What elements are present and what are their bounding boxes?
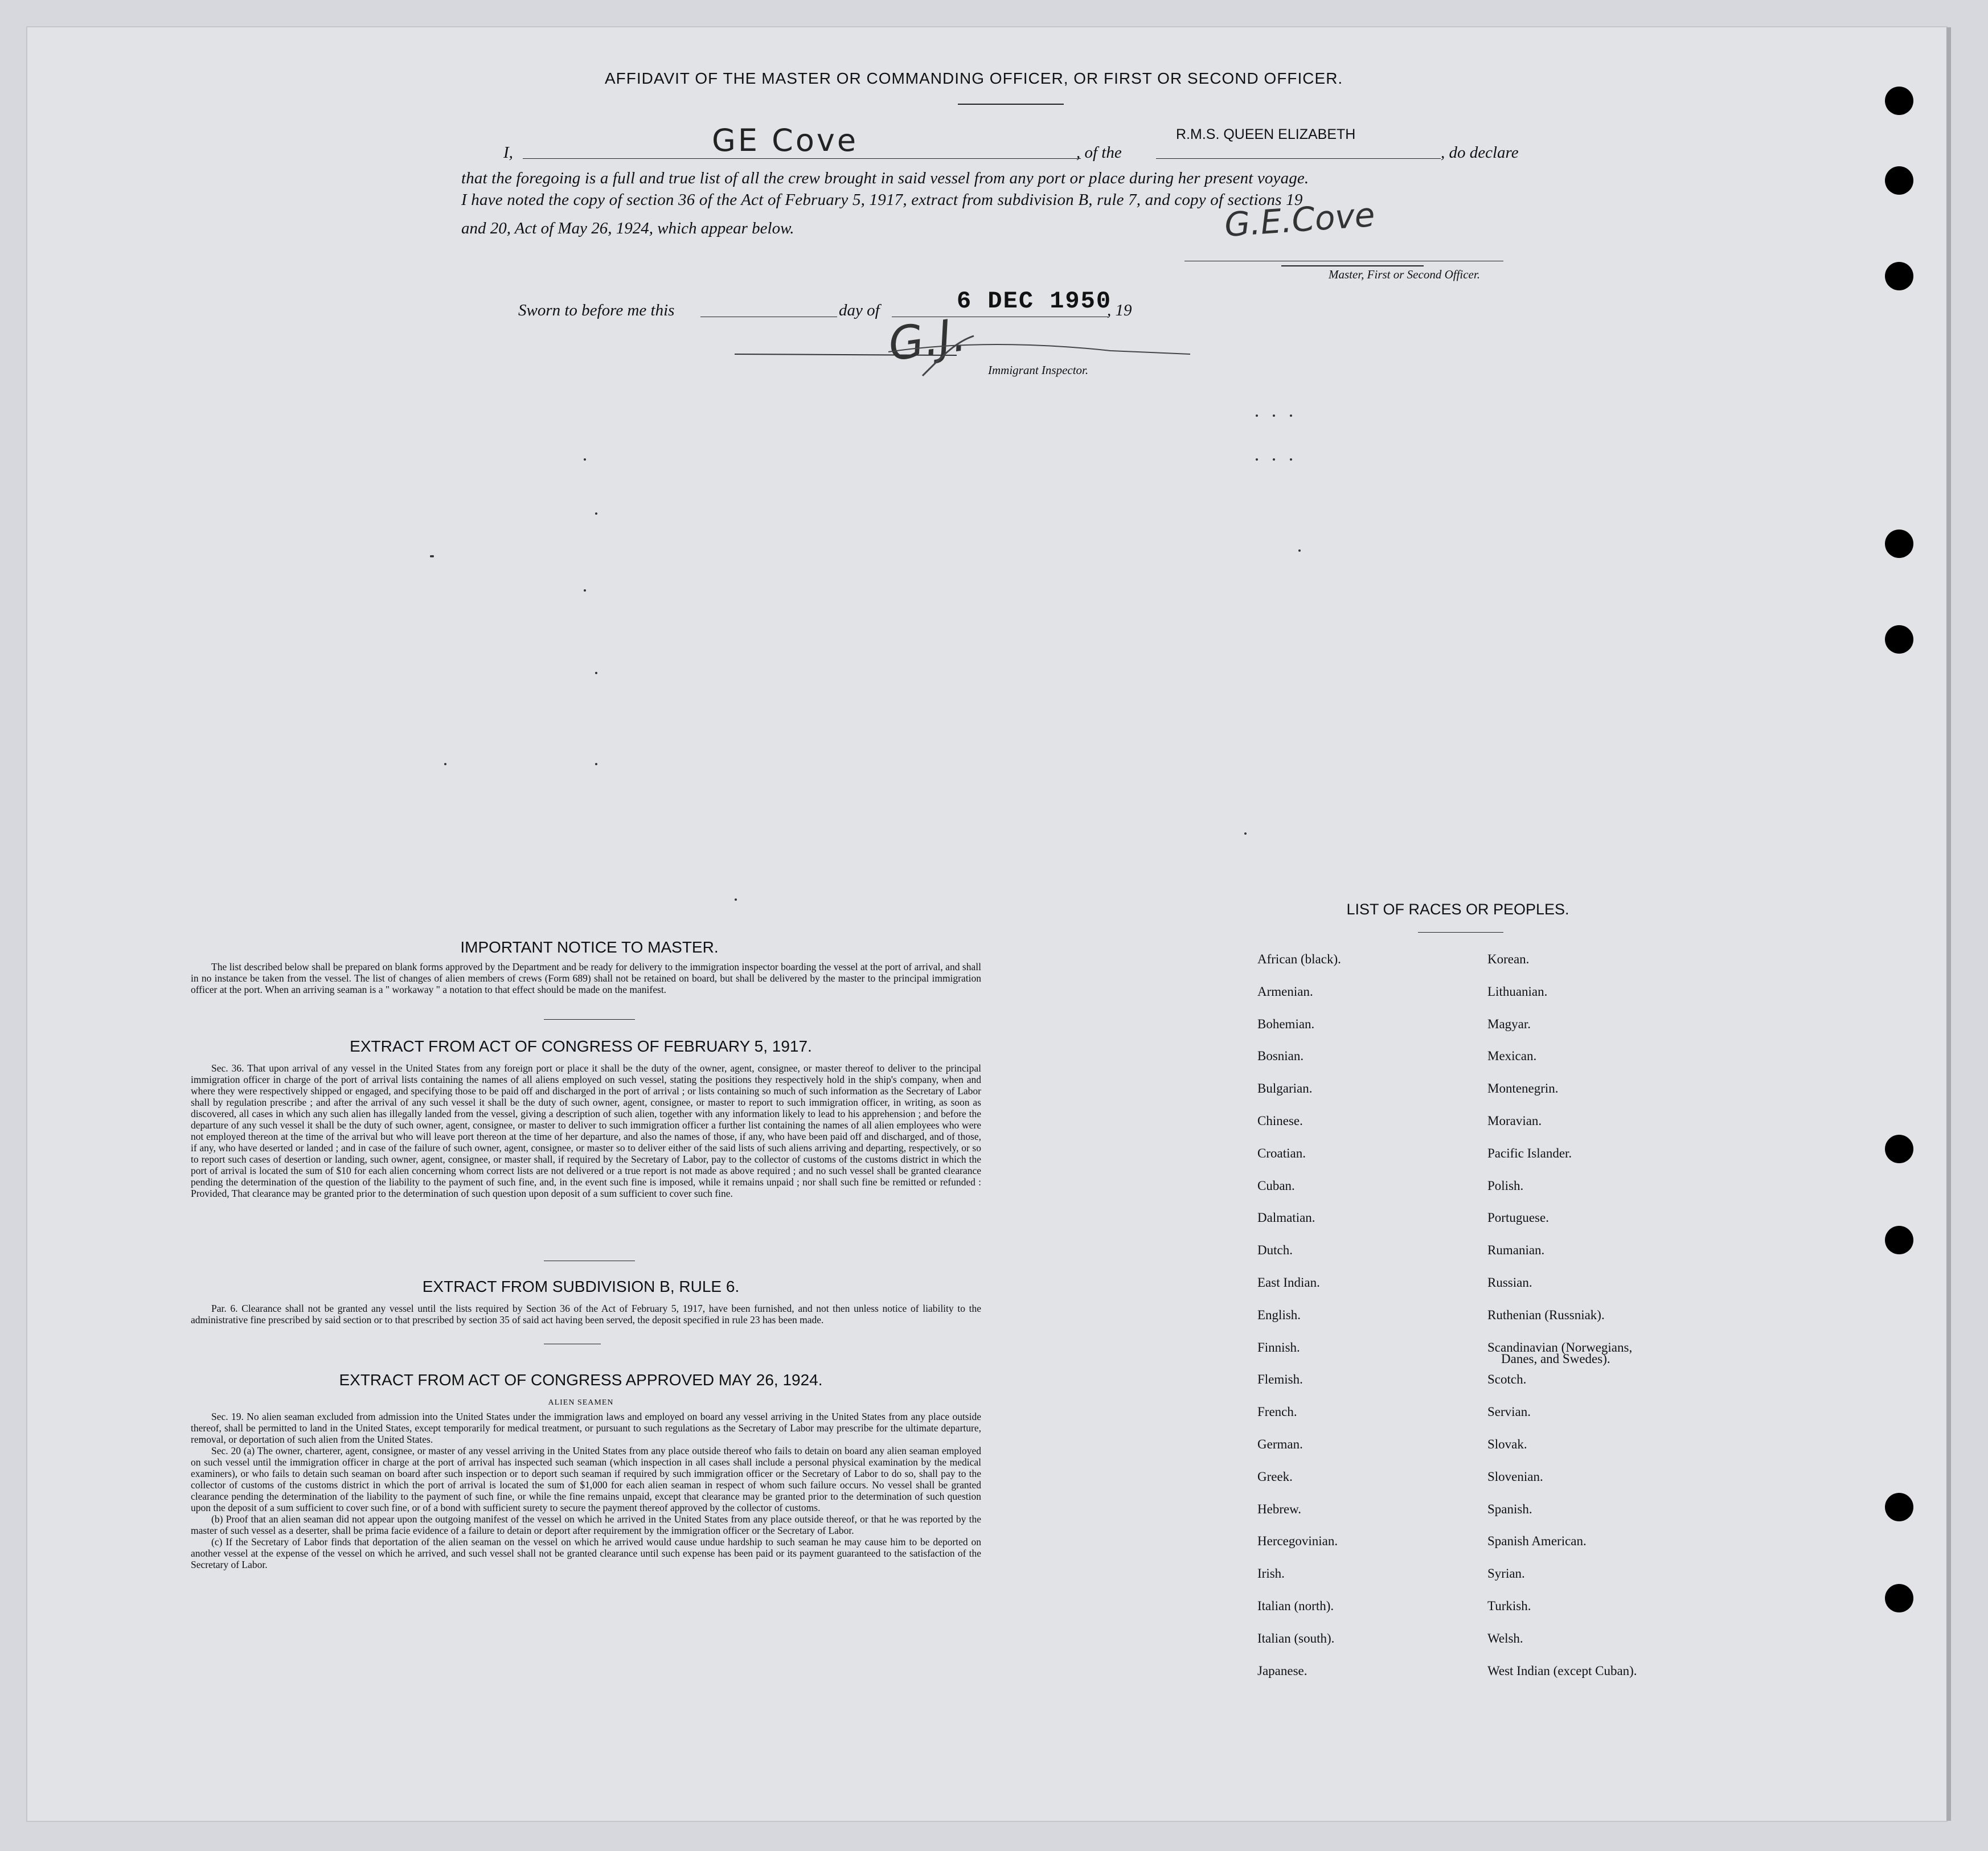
race-item: Russian. [1487, 1275, 1532, 1290]
scan-mark [444, 763, 446, 765]
race-item: Finnish. [1257, 1340, 1300, 1355]
extract-1917-title: EXTRACT FROM ACT OF CONGRESS OF FEBRUARY 5, 1917. [350, 1037, 812, 1055]
race-item: Syrian. [1487, 1566, 1525, 1581]
binder-hole [1885, 1226, 1913, 1254]
race-item: Lithuanian. [1487, 984, 1548, 999]
sworn-year: , 19 [1107, 301, 1132, 319]
race-item: Spanish. [1487, 1502, 1532, 1516]
race-item: Welsh. [1487, 1631, 1523, 1645]
sworn-day-of: day of [839, 301, 880, 319]
race-item: Rumanian. [1487, 1243, 1545, 1257]
race-item: Korean. [1487, 952, 1530, 966]
name-blank [523, 158, 1081, 159]
race-item: Scotch. [1487, 1372, 1527, 1386]
binder-hole [1885, 625, 1913, 654]
scan-mark [584, 589, 586, 592]
race-item: Portuguese. [1487, 1210, 1549, 1225]
decl-line-2: that the foregoing is a full and true list of all the crew brought in said vessel from any port or place during her present voyage. [461, 169, 1309, 187]
race-item: Polish. [1487, 1179, 1524, 1193]
race-item: Slovak. [1487, 1437, 1527, 1451]
race-item: African (black). [1257, 952, 1341, 966]
race-item: Armenian. [1257, 984, 1313, 999]
inspector-signature-flourish [718, 319, 1196, 387]
race-item: Greek. [1257, 1470, 1293, 1484]
extract-1924-title: EXTRACT FROM ACT OF CONGRESS APPROVED MAY 26, 1924. [339, 1371, 823, 1389]
subdivision-title: EXTRACT FROM SUBDIVISION B, RULE 6. [422, 1278, 740, 1295]
race-item: Irish. [1257, 1566, 1285, 1581]
binder-hole [1885, 87, 1913, 115]
race-item: Turkish. [1487, 1599, 1531, 1613]
extract-1924-text [191, 1411, 981, 1570]
race-item: Bohemian. [1257, 1017, 1315, 1031]
vessel-name: R.M.S. QUEEN ELIZABETH [1176, 126, 1356, 142]
binder-hole [1885, 1135, 1913, 1163]
scan-mark [595, 763, 597, 765]
race-item: Chinese. [1257, 1114, 1303, 1128]
race-item: Spanish American. [1487, 1534, 1587, 1548]
races-title: LIST OF RACES OR PEOPLES. [1346, 901, 1569, 918]
decl-do-declare: , do declare [1441, 143, 1519, 162]
scan-mark [1290, 458, 1292, 461]
race-item: Hercegovinian. [1257, 1534, 1338, 1548]
scan-mark [1256, 414, 1258, 417]
master-signature: G.E.Cove [1223, 195, 1376, 245]
scan-mark [1256, 458, 1258, 461]
page-edge [1946, 27, 1951, 1821]
scan-mark [1244, 832, 1247, 835]
race-item: Bosnian. [1257, 1049, 1304, 1063]
divider [544, 1019, 635, 1020]
scan-mark [1273, 414, 1275, 417]
section-20c-paragraph: (c) If the Secretary of Labor finds that deportation of the alien seaman on the vessel on which he arrived would cause undue hardship to such seaman he may cause him to be deported on another vessel at the expense of the vessel on which he arrived, and such vessel shall not be granted clearance until such expense has been paid or its payment guaranteed to the satisfaction of the Secretary of Labor. [191, 1536, 981, 1570]
signature-line-bold [1281, 265, 1424, 266]
notice-text [191, 961, 981, 995]
sworn-label: Sworn to before me this [518, 301, 675, 319]
subdivision-text [191, 1303, 981, 1325]
race-item: Moravian. [1487, 1114, 1542, 1128]
decl-line-3: I have noted the copy of section 36 of the Act of February 5, 1917, extract from subdivision B, rule 7, and copy of sections 19 [461, 191, 1303, 209]
decl-i: I, [503, 143, 513, 162]
binder-hole [1885, 1584, 1913, 1612]
scan-mark [432, 555, 434, 557]
race-item: German. [1257, 1437, 1303, 1451]
vessel-blank [1156, 158, 1441, 159]
race-item: Italian (south). [1257, 1631, 1335, 1645]
decl-line-4: and 20, Act of May 26, 1924, which appear below. [461, 219, 794, 237]
race-item: English. [1257, 1308, 1301, 1322]
alien-seamen-subtitle: ALIEN SEAMEN [548, 1398, 614, 1407]
inspector-signature: G.J. [885, 307, 970, 372]
race-item: Cuban. [1257, 1179, 1295, 1193]
affidavit-title: AFFIDAVIT OF THE MASTER OR COMMANDING OFFICER, OR FIRST OR SECOND OFFICER. [605, 69, 1343, 87]
date-stamp: 6 DEC 1950 [957, 288, 1112, 315]
scan-mark [1273, 458, 1275, 461]
race-item: Servian. [1487, 1405, 1531, 1419]
section-20a-paragraph: Sec. 20 (a) The owner, charterer, agent, consignee, or master of any vessel arriving in the United States from any place outside thereof who fails to detain on board any alien seaman employed on such vessel until the immigration officer in charge at the port of arrival has inspected such seaman (which inspection in all cases shall include a personal physical examination by the medical examiners), or who fails to detain such seaman on board after such inspection or to deport such seaman if required by such immigration officer or the Secretary of Labor to do so, shall pay to the collector of customs of the customs district in which the port of arrival is located the sum of $1,000 for each alien seaman in respect of whom such failure occurs. No vessel shall be granted clearance pending the determination of the liability to the payment of such fine, or while the fine remains unpaid, except that clearance may be granted prior to the determination of such question upon the deposit of a sum sufficient to cover such fine, or of a bond with sufficient surety to secure the payment thereof approved by the collector of customs. [191, 1445, 981, 1513]
section-19-paragraph: Sec. 19. No alien seaman excluded from admission into the United States under the immigration laws and employed on board any vessel arriving in the United States from any place outside thereof, shall be permitted to land in the United States, except temporarily for medical treatment, or pursuant to such regulations as the Secretary of Labor may prescribe for the ultimate departure, removal, or deportation of such alien from the United States. [191, 1411, 981, 1445]
section-36-paragraph: Sec. 36. That upon arrival of any vessel in the United States from any foreign port or place it shall be the duty of the owner, agent, consignee, or master thereof to deliver to the principal immigration officer in charge of the port of arrival lists containing the names of all aliens employed on such vessel, stating the positions they respectively hold in the ship's company, when and where they were respectively shipped or engaged, and specifying those to be paid off and discharged in the port of arrival ; or lists containing so much of such information as the Secretary of Labor shall by regulation prescribe ; and after the arrival of any such vessel it shall be the duty of such owner, agent, consignee, or master to report to such immigration officer, in writing, as soon as discovered, all cases in which any such alien has illegally landed from the vessel, giving a description of such alien, together with any information likely to lead to his apprehension ; and before the departure of any such vessel it shall be the duty of such owner, agent, consignee, or master to deliver to such immigration officer a further list containing the names of all alien employees who were not employed thereon at the time of the arrival but who will leave port thereon at the time of her departure, and also the names of those, if any, who have been paid off and discharged, and of those, if any, who have deserted or landed ; and in case of the failure of such owner, agent, consignee, or master so to deliver either of the said lists of such aliens arriving and departing, respectively, or so to report such cases of desertion or landing, such owner, agent, consignee, or master shall, if required by the Secretary of Labor, pay to the collector of customs of the customs district in which the port of arrival is located the sum of $10 for each alien concerning whom correct lists are not delivered or a true report is not made as above required ; and no such vessel shall be granted clearance pending the determination of the question of the liability to the payment of such fine, and, in the event such fine is imposed, while it remains unpaid ; nor shall such fine be remitted or refunded : Provided, That clearance may be granted prior to the determination of such question upon deposit of a sum sufficient to cover such fine. [191, 1062, 981, 1199]
binder-hole [1885, 262, 1913, 290]
decl-of-the: , of the [1076, 143, 1122, 162]
race-item: Japanese. [1257, 1664, 1307, 1678]
races-title-rule [1418, 932, 1503, 933]
scan-mark [584, 458, 586, 461]
inspector-caption: Immigrant Inspector. [988, 363, 1089, 377]
notice-paragraph: The list described below shall be prepared on blank forms approved by the Department and be ready for delivery to the immigration inspector boarding the vessel at the port of arrival, and shall in no instance be taken from the vessel. The list of changes of alien members of crews (Form 689) shall not be retained on board, but shall be delivered by the master to the principal immigration officer at the port. When an arriving seaman is a " workaway " a notation to that effect should be made on the manifest. [191, 961, 981, 995]
binder-hole [1885, 1493, 1913, 1521]
title-rule [958, 104, 1064, 105]
race-item: Mexican. [1487, 1049, 1537, 1063]
scan-mark [1298, 549, 1301, 552]
scan-mark [595, 512, 597, 515]
race-item: West Indian (except Cuban). [1487, 1664, 1637, 1678]
race-item-continuation: Danes, and Swedes). [1501, 1352, 1610, 1366]
race-item: Scandinavian (Norwegians, [1487, 1340, 1633, 1355]
binder-hole [1885, 530, 1913, 558]
scan-mark [1290, 414, 1292, 417]
binder-hole [1885, 166, 1913, 195]
race-item: Pacific Islander. [1487, 1146, 1572, 1160]
race-item: Bulgarian. [1257, 1081, 1313, 1095]
race-item: Ruthenian (Russniak). [1487, 1308, 1605, 1322]
race-item: Hebrew. [1257, 1502, 1302, 1516]
handwritten-name: GE Cove [712, 122, 859, 158]
notice-title: IMPORTANT NOTICE TO MASTER. [460, 938, 719, 956]
race-item: Magyar. [1487, 1017, 1531, 1031]
scan-mark [595, 672, 597, 674]
section-20b-paragraph: (b) Proof that an alien seaman did not appear upon the outgoing manifest of the vessel on which he arrived in the United States from any place outside thereof, or that he was reported by the master of such vessel as a deserter, shall be prima facie evidence of a failure to detain or deport after requirement by the immigration officer or the Secretary of Labor. [191, 1513, 981, 1536]
scan-mark [735, 898, 737, 901]
race-item: Croatian. [1257, 1146, 1306, 1160]
race-item: Flemish. [1257, 1372, 1303, 1386]
master-caption: Master, First or Second Officer. [1329, 268, 1480, 281]
race-item: Slovenian. [1487, 1470, 1543, 1484]
race-item: Italian (north). [1257, 1599, 1334, 1613]
extract-1917-text [191, 1062, 981, 1199]
race-item: French. [1257, 1405, 1297, 1419]
race-item: East Indian. [1257, 1275, 1320, 1290]
race-item: Dutch. [1257, 1243, 1293, 1257]
race-item: Montenegrin. [1487, 1081, 1559, 1095]
par-6-paragraph: Par. 6. Clearance shall not be granted any vessel until the lists required by Section 36 of the Act of February 5, 1917, have been furnished, and not then unless notice of liability to the administrative fine prescribed by said section or to that prescribed by section 35 of said act having been served, the deposit specified in rule 23 has been made. [191, 1303, 981, 1325]
race-item: Dalmatian. [1257, 1210, 1315, 1225]
